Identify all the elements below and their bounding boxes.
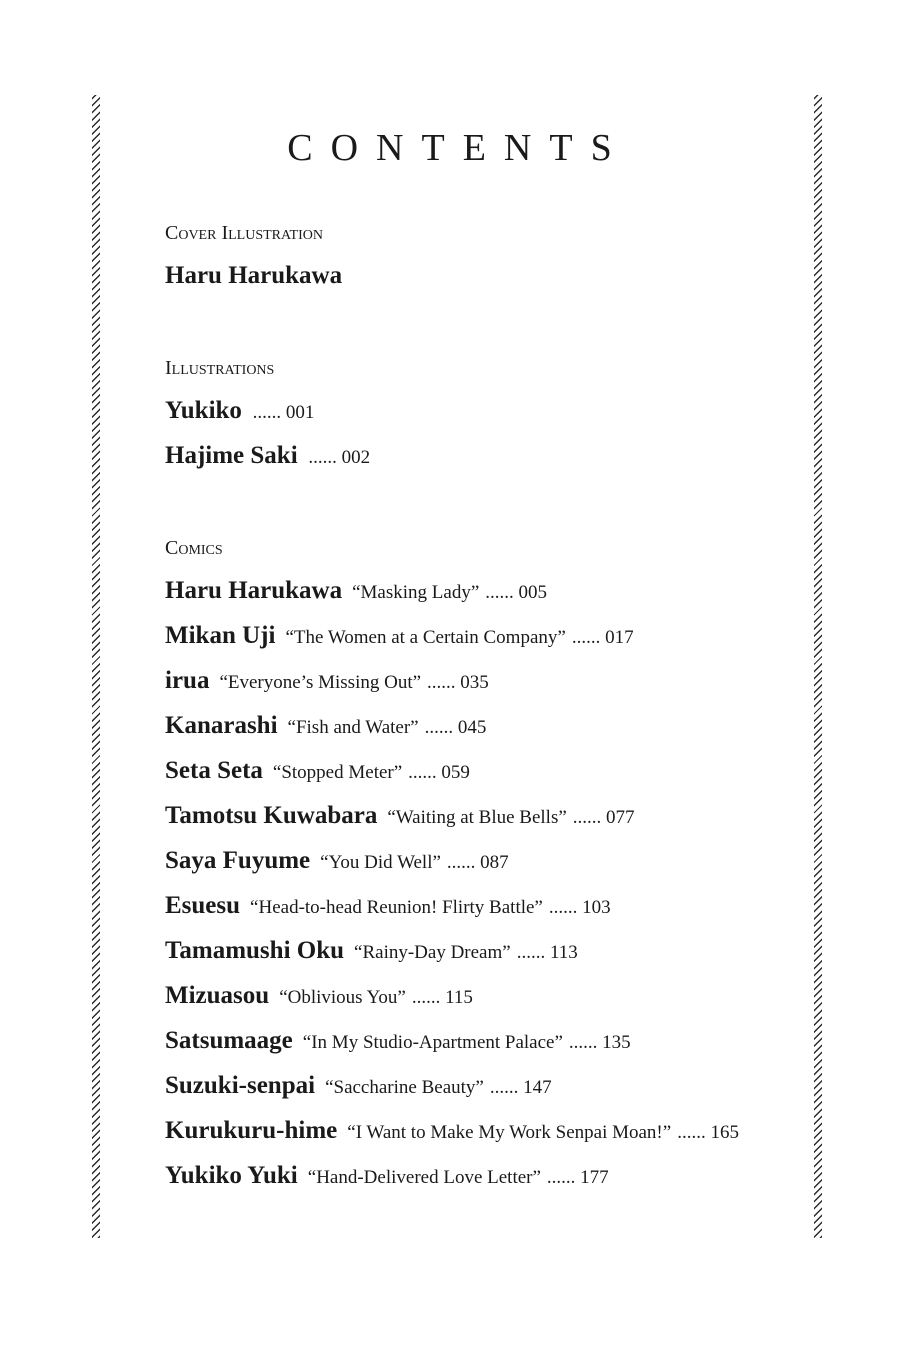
comic-author-name: Haru Harukawa <box>165 577 343 604</box>
comic-author-name: Tamamushi Oku <box>165 937 345 964</box>
comic-title: “In My Studio-Apartment Palace” <box>302 1032 563 1053</box>
comic-entry <box>165 667 489 695</box>
comic-entry <box>165 892 611 920</box>
comic-title: “I Want to Make My Work Senpai Moan!” <box>347 1122 672 1143</box>
comic-author-name: irua <box>165 667 210 694</box>
page-number: ...... 077 <box>572 807 635 828</box>
page-number: ...... 035 <box>427 672 489 693</box>
comic-author-name: Satsumaage <box>165 1027 293 1054</box>
page-number: ...... 177 <box>546 1167 609 1188</box>
comic-title: “Stopped Meter” <box>272 762 403 783</box>
illustration-entry <box>165 397 314 425</box>
comic-author-name: Mizuasou <box>165 982 270 1009</box>
comic-author-name: Yukiko Yuki <box>165 1162 298 1189</box>
illustrator-name: Yukiko <box>165 397 242 424</box>
comic-title: “Waiting at Blue Bells” <box>387 807 567 828</box>
comic-author-name: Suzuki-senpai <box>165 1072 316 1099</box>
comic-title: “Head-to-head Reunion! Flirty Battle” <box>250 897 543 918</box>
comic-author-name: Saya Fuyume <box>165 847 311 874</box>
comic-title: “You Did Well” <box>320 852 441 873</box>
page-number: ...... 115 <box>411 987 473 1008</box>
illustrations-heading: Illustrations <box>165 357 275 379</box>
comic-title: “The Women at a Certain Company” <box>285 627 566 648</box>
page-number: ...... 005 <box>485 582 548 603</box>
comic-author-name: Esuesu <box>165 892 241 919</box>
page-number: ...... 001 <box>252 402 315 423</box>
comic-entry <box>165 937 578 965</box>
page-number: ...... 103 <box>548 897 611 918</box>
page-number: ...... 045 <box>424 717 487 738</box>
comic-entry <box>165 1117 739 1145</box>
page-number: ...... 135 <box>568 1032 631 1053</box>
page-number: ...... 017 <box>571 627 634 648</box>
comic-title: “Masking Lady” <box>352 582 480 603</box>
right-decorative-border <box>814 95 822 1238</box>
comic-title: “Rainy-Day Dream” <box>354 942 511 963</box>
comic-title: “Hand-Delivered Love Letter” <box>307 1167 541 1188</box>
comic-author-name: Kanarashi <box>165 712 278 739</box>
comics-heading: Comics <box>165 537 223 559</box>
comic-entry <box>165 847 509 875</box>
comic-entry <box>165 1072 552 1100</box>
page-number: ...... 165 <box>677 1122 739 1143</box>
comic-title: “Saccharine Beauty” <box>325 1077 484 1098</box>
comic-entry <box>165 757 470 785</box>
comic-entry <box>165 802 635 830</box>
comic-entry <box>165 982 473 1010</box>
comic-entry <box>165 1027 631 1055</box>
comic-author-name: Seta Seta <box>165 757 263 784</box>
illustrator-name: Hajime Saki <box>165 442 298 469</box>
page-title: CONTENTS <box>287 127 630 169</box>
left-decorative-border <box>92 95 100 1238</box>
cover-illustrator-name: Haru Harukawa <box>165 262 343 289</box>
illustration-entry <box>165 442 370 470</box>
comic-title: “Everyone’s Missing Out” <box>219 672 422 693</box>
page-number: ...... 147 <box>489 1077 552 1098</box>
cover-illustrator <box>165 262 342 290</box>
comic-title: “Fish and Water” <box>287 717 419 738</box>
comic-entry <box>165 1162 609 1190</box>
comic-author-name: Tamotsu Kuwabara <box>165 802 378 829</box>
comic-author-name: Mikan Uji <box>165 622 276 649</box>
page-number: ...... 059 <box>408 762 470 783</box>
comic-author-name: Kurukuru-hime <box>165 1117 338 1144</box>
page-number: ...... 113 <box>516 942 578 963</box>
comic-title: “Oblivious You” <box>279 987 406 1008</box>
page-number: ...... 002 <box>308 447 371 468</box>
comic-entry <box>165 577 547 605</box>
comic-entry <box>165 712 486 740</box>
page-number: ...... 087 <box>446 852 509 873</box>
comic-entry <box>165 622 634 650</box>
cover-illustration-heading: Cover Illustration <box>165 222 323 244</box>
